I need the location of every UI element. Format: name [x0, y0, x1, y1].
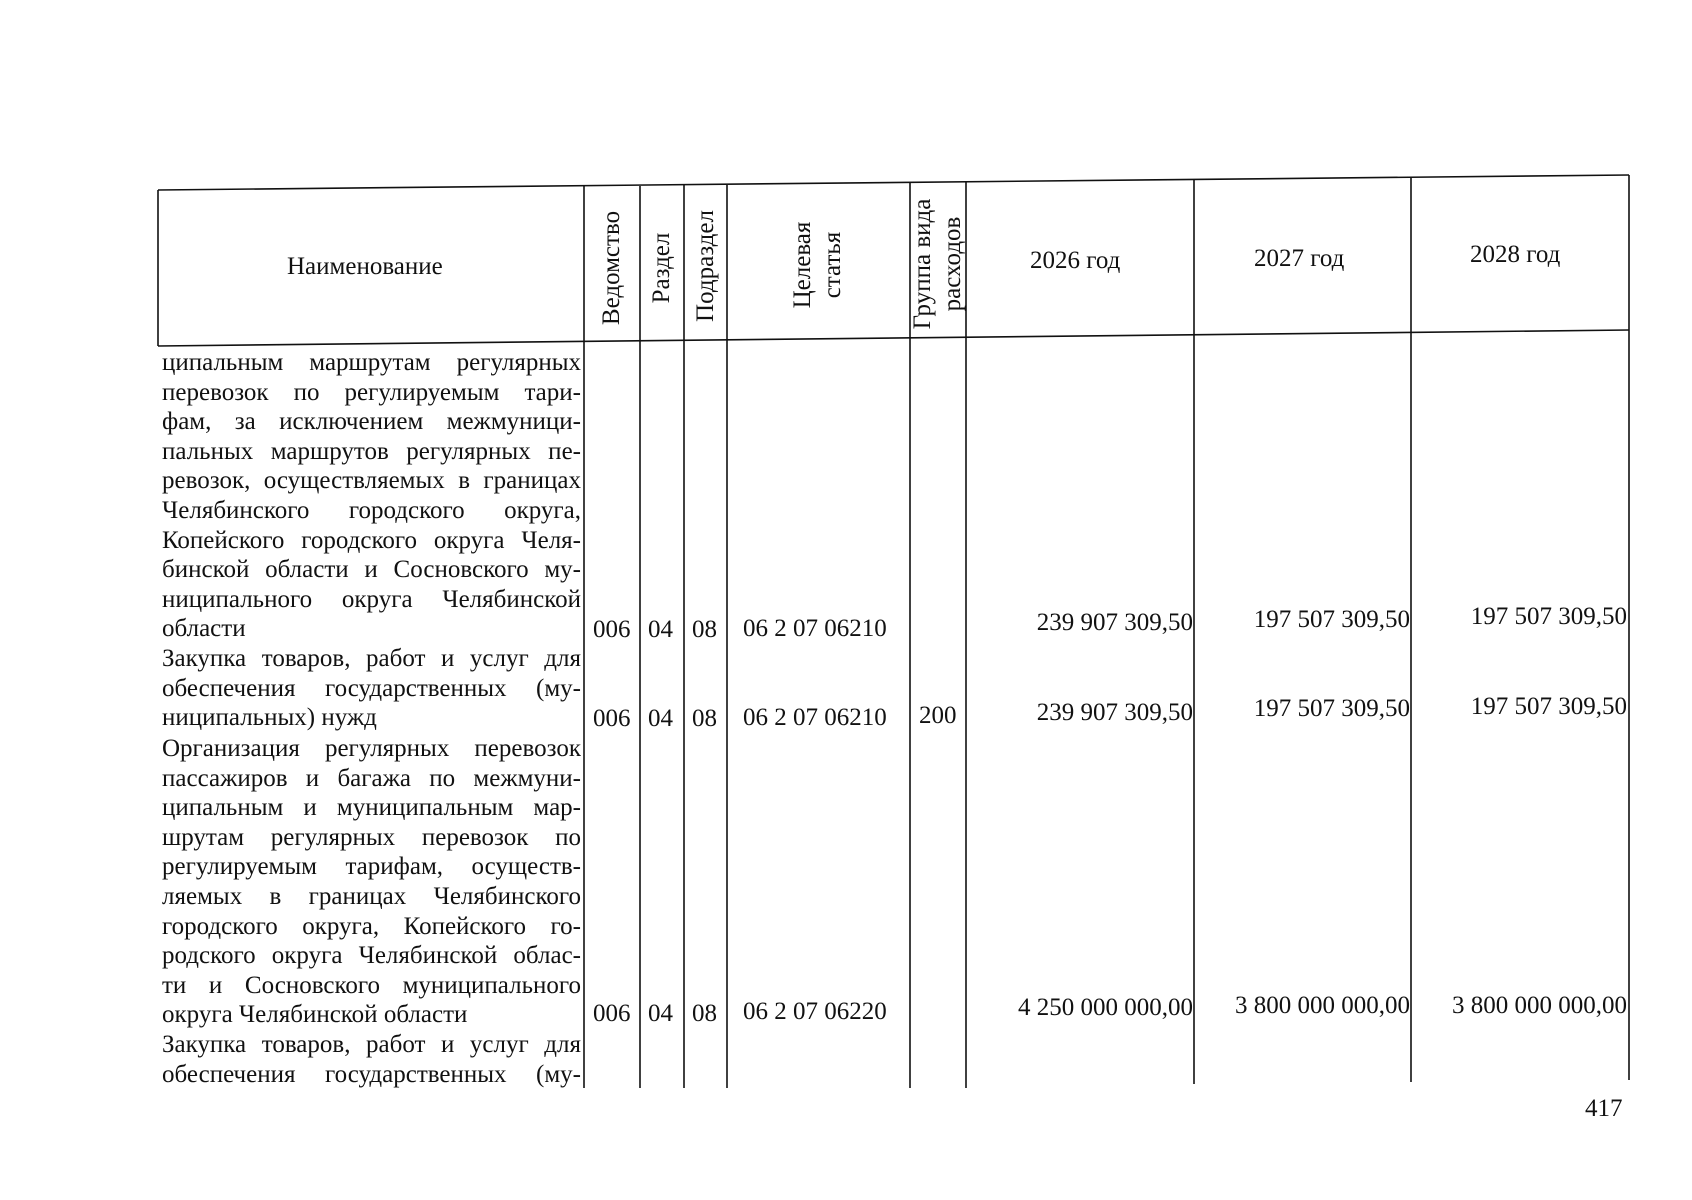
row-2-2026: 4 250 000 000,00	[1018, 994, 1193, 1021]
row-0-vedomstvo: 006	[593, 616, 631, 643]
row-1-2026: 239 907 309,50	[1036, 699, 1193, 726]
row-0-line: ниципального округа Челябинской	[162, 585, 581, 613]
header-gruppa-line2: расходов	[939, 216, 966, 312]
row-0-line: области	[162, 615, 246, 643]
row-2-line: шрутам регулярных перевозок по	[162, 823, 581, 851]
row-2-razdel: 04	[648, 1000, 673, 1027]
row-1-tselevaya: 06 2 07 06210	[743, 704, 887, 731]
header-2028: 2028 год	[1470, 241, 1561, 268]
row-0-podrazdel: 08	[692, 616, 717, 643]
row-2-line: округа Челябинской области	[162, 1001, 468, 1029]
row-0-line: ципальным маршрутам регулярных	[162, 349, 581, 376]
header-gruppa	[908, 199, 968, 330]
table-row-0-name	[162, 348, 581, 644]
row-2-line: родского округа Челябинской облас-	[162, 942, 581, 970]
row-0-tselevaya: 06 2 07 06210	[743, 615, 887, 642]
row-2-line: ципальным и муниципальным мар-	[162, 794, 581, 822]
header-vedomstvo: Ведомство	[598, 210, 625, 326]
header-2027: 2027 год	[1254, 245, 1345, 272]
row-1-2028: 197 507 309,50	[1470, 693, 1627, 720]
header-podrazdel: Подраздел	[692, 210, 719, 322]
header-2026: 2026 год	[1030, 247, 1121, 274]
row-2-podrazdel: 08	[692, 1000, 717, 1027]
row-0-2028: 197 507 309,50	[1470, 603, 1627, 630]
row-2-line: пассажиров и багажа по межмуни-	[162, 764, 581, 792]
row-1-2027: 197 507 309,50	[1253, 695, 1410, 722]
row-1-razdel: 04	[648, 705, 673, 732]
row-1-line: ниципальных) нужд	[162, 704, 377, 732]
row-0-line: Копейского городского округа Челя-	[162, 526, 581, 554]
row-0-2026: 239 907 309,50	[1036, 609, 1193, 636]
header-tselevaya-line2: статья	[819, 231, 846, 299]
row-1-gruppa: 200	[919, 702, 957, 729]
row-0-line: Челябинского городского округа,	[162, 496, 581, 524]
row-2-tselevaya: 06 2 07 06220	[743, 998, 887, 1025]
header-gruppa-line1: Группа вида	[909, 198, 936, 330]
row-2-vedomstvo: 006	[593, 1000, 631, 1027]
row-3-line: обеспечения государственных (му-	[162, 1060, 581, 1088]
row-2-2028: 3 800 000 000,00	[1452, 992, 1627, 1019]
row-1-line: Закупка товаров, работ и услуг для	[162, 645, 581, 672]
row-0-line: пальных маршрутов регулярных пе-	[162, 437, 581, 465]
row-0-line: бинской области и Сосновского му-	[162, 556, 581, 584]
row-1-line: обеспечения государственных (му-	[162, 674, 581, 702]
row-2-2027: 3 800 000 000,00	[1235, 992, 1410, 1019]
row-0-2027: 197 507 309,50	[1253, 606, 1410, 633]
row-2-line: городского округа, Копейского го-	[162, 912, 581, 940]
row-0-line: перевозок по регулируемым тари-	[162, 378, 581, 406]
header-name: Наименование	[287, 253, 443, 280]
row-3-line: Закупка товаров, работ и услуг для	[162, 1031, 581, 1058]
row-0-line: фам, за исключением межмуници-	[162, 408, 581, 436]
row-0-razdel: 04	[648, 616, 673, 643]
table-row-2-name	[162, 734, 581, 1030]
header-razdel: Раздел	[648, 232, 675, 304]
row-2-line: ляемых в границах Челябинского	[162, 882, 581, 910]
header-tselevaya-line1: Целевая	[789, 221, 816, 309]
row-1-podrazdel: 08	[692, 705, 717, 732]
page-number: 417	[1585, 1095, 1623, 1122]
row-2-line: Организация регулярных перевозок	[162, 735, 581, 762]
row-0-line: ревозок, осуществляемых в границах	[162, 467, 581, 495]
table-row-1-name	[162, 644, 581, 733]
row-1-vedomstvo: 006	[593, 705, 631, 732]
row-2-line: ти и Сосновского муниципального	[162, 971, 581, 999]
row-2-line: регулируемым тарифам, осуществ-	[162, 853, 581, 881]
header-tselevaya	[788, 222, 848, 309]
table-row-3-name	[162, 1030, 581, 1089]
